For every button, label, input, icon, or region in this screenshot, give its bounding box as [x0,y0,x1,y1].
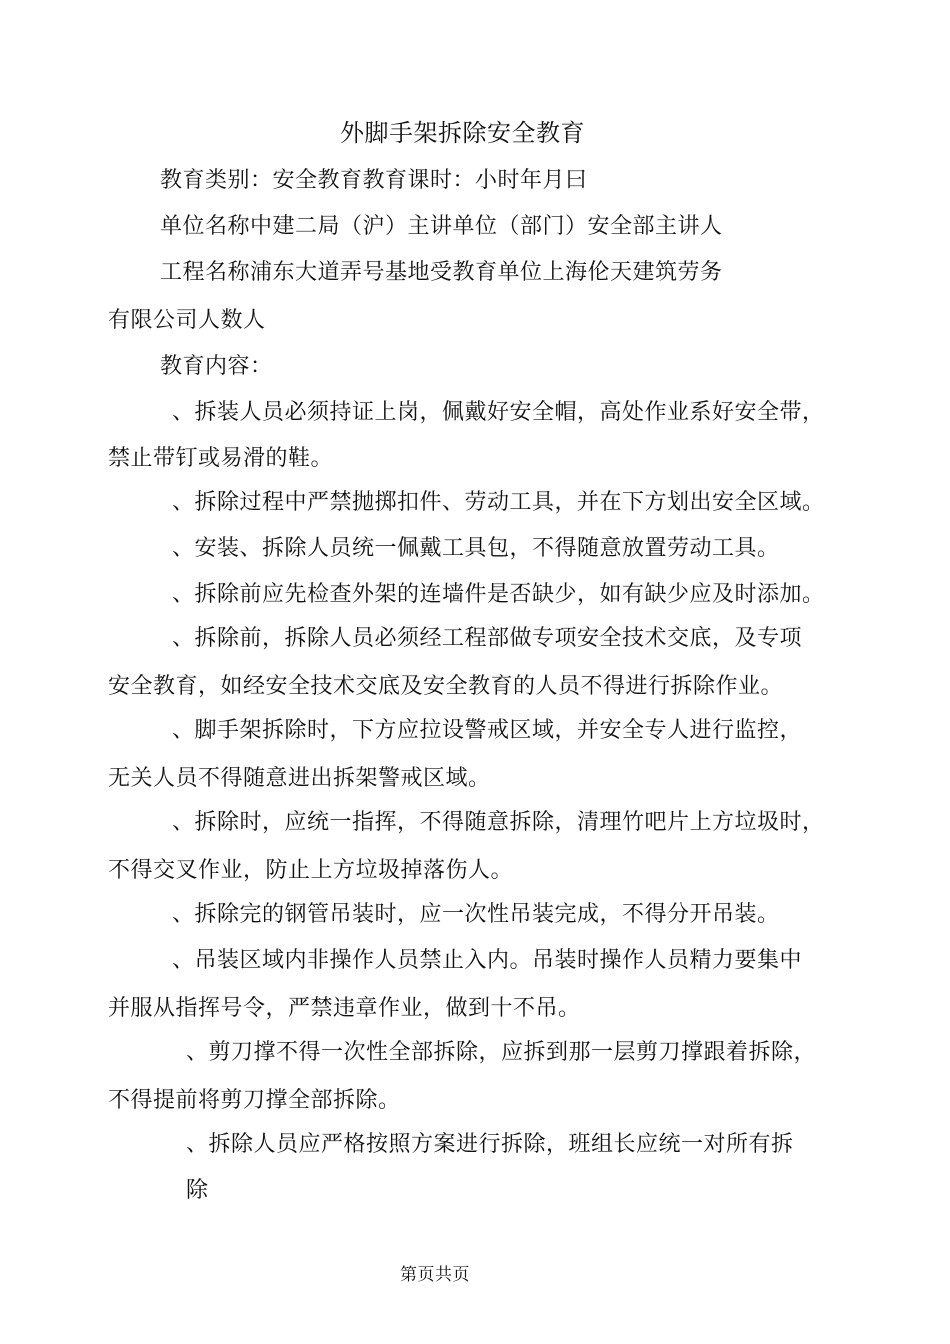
body-line: 不得提前将剪刀撑全部拆除。 [108,1088,401,1113]
body-line: 、拆除完的钢管吊装时，应一次性吊装完成，不得分开吊装。 [172,902,780,927]
body-line: 安全教育，如经安全技术交底及安全教育的人员不得进行拆除作业。 [108,674,784,699]
body-line: 、拆除人员应严格按照方案进行拆除，班组长应统一对所有拆 [186,1132,794,1157]
header-line-unit: 单位名称中建二局（沪）主讲单位（部门）安全部主讲人 [160,214,723,239]
body-line: 、吊装区域内非操作人员禁止入内。吊装时操作人员精力要集中 [172,948,803,973]
body-line: 并服从指挥号令，严禁违章作业，做到十不吊。 [108,996,581,1021]
body-line: 无关人员不得随意进出拆架警戒区域。 [108,766,491,791]
content-heading: 教育内容： [160,354,273,379]
body-line: 、剪刀撑不得一次性全部拆除，应拆到那一层剪刀撑跟着拆除， [186,1040,817,1065]
body-line: 、拆装人员必须持证上岗，佩戴好安全帽，高处作业系好安全带， [172,400,825,425]
body-line: 、安装、拆除人员统一佩戴工具包，不得随意放置劳动工具。 [172,536,780,561]
page-footer: 第页共页 [400,1265,470,1285]
header-line-project: 工程名称浦东大道弄号基地受教育单位上海伦天建筑劳务 [160,260,723,285]
body-line: 除 [186,1178,209,1203]
body-line: 、脚手架拆除时，下方应拉设警戒区域，并安全专人进行监控， [172,718,803,743]
document-title: 外脚手架拆除安全教育 [340,119,585,147]
header-line-category: 教育类别：安全教育教育课时：小时年月曰 [160,168,588,193]
header-line-company: 有限公司人数人 [108,308,266,333]
body-line: 、拆除时，应统一指挥，不得随意拆除，清理竹吧片上方垃圾时， [172,810,825,835]
body-line: 、拆除过程中严禁抛掷扣件、劳动工具，并在下方划出安全区域。 [172,490,825,515]
body-line: 禁止带钉或易滑的鞋。 [108,446,334,471]
body-line: 、拆除前，拆除人员必须经工程部做专项安全技术交底，及专项 [172,626,803,651]
body-line: 不得交叉作业，防止上方垃圾掉落伤人。 [108,858,514,883]
body-line: 、拆除前应先检查外架的连墙件是否缺少，如有缺少应及时添加。 [172,582,825,607]
